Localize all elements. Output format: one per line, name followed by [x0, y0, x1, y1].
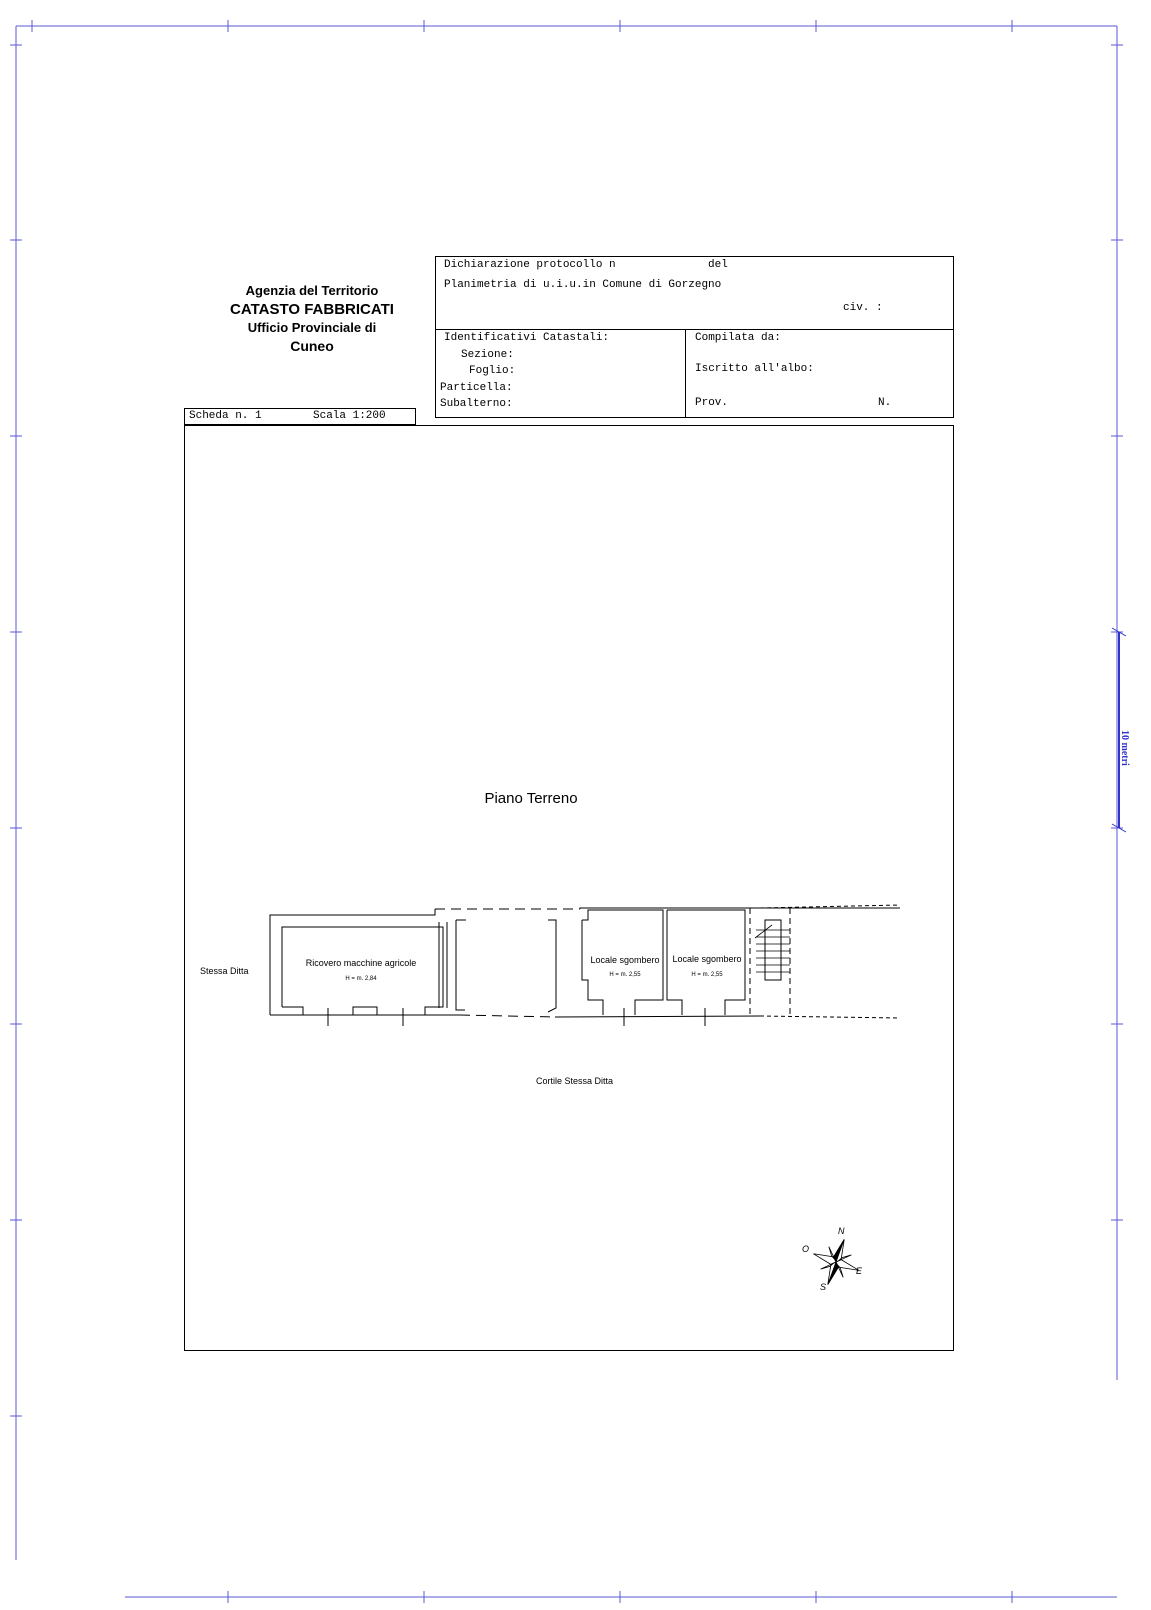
foglio-label: Foglio: [469, 365, 516, 377]
compass-o: O [802, 1244, 810, 1254]
particella-label: Particella: [440, 382, 513, 394]
office-name: Ufficio Provinciale di [247, 320, 377, 335]
n-label: N. [878, 397, 892, 409]
scale-label: Scala 1:200 [313, 410, 386, 422]
identifiers-title: Identificativi Catastali: [444, 332, 610, 344]
drawing-sheet [184, 425, 954, 1351]
iscritto-label: Iscritto all'albo: [695, 363, 814, 375]
compass-s: S [820, 1282, 827, 1292]
room-label: Ricovero macchine agricole [305, 958, 417, 968]
room-height: H = m. 2,55 [691, 972, 723, 978]
protocol-label: Dichiarazione protocollo n [444, 259, 616, 271]
del-label: del [708, 259, 728, 271]
room-label: Locale sgombero [672, 954, 742, 964]
compass-e: E [856, 1266, 863, 1276]
planimetria-label: Planimetria di u.i.u.in Comune di Gorzegno [444, 279, 722, 291]
floor-plan [260, 900, 900, 1040]
compilata-label: Compilata da: [695, 332, 781, 344]
agency-name: Agenzia del Territorio [245, 283, 379, 298]
floor-title: Piano Terreno [484, 790, 578, 807]
sezione-label: Sezione: [461, 349, 514, 361]
scheda-box [184, 408, 416, 425]
compass-rose [806, 1230, 866, 1294]
office-city: Cuneo [290, 338, 334, 354]
room-height: H = m. 2,84 [345, 976, 377, 982]
subalterno-label: Subalterno: [440, 398, 513, 410]
room-height: H = m. 2,55 [609, 972, 641, 978]
declaration-divider [436, 329, 953, 330]
scheda-label: Scheda n. 1 [189, 410, 262, 422]
column-divider [685, 329, 686, 417]
prov-label: Prov. [695, 397, 729, 409]
registry-name: CATASTO FABBRICATI [230, 301, 394, 318]
compass-n: N [838, 1226, 845, 1236]
declaration-box [435, 256, 954, 418]
courtyard-label: Cortile Stessa Ditta [536, 1076, 614, 1086]
civ-label: civ. : [843, 302, 883, 314]
agency-header [212, 283, 412, 354]
scale-bar-label: 10 metri [1119, 730, 1130, 766]
left-neighbor-label: Stessa Ditta [200, 966, 249, 976]
room-label: Locale sgombero [590, 955, 660, 965]
